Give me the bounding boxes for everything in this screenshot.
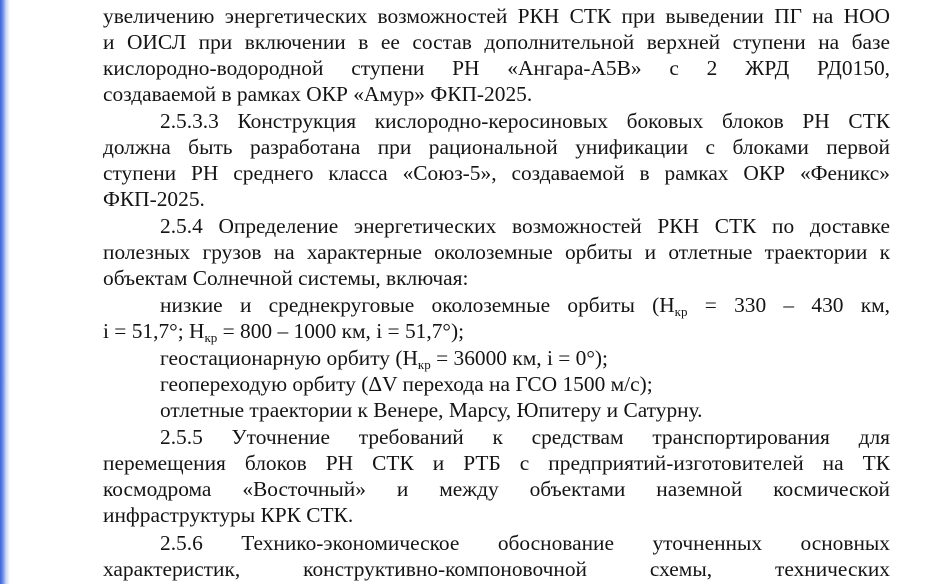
text-line: 2.5.6 Технико-экономическое обоснование уточненных основных <box>160 531 890 555</box>
text-line: полезных грузов на характерные околоземные орбиты и отлетные траектории к <box>103 240 890 264</box>
text-line: 2.5.3.3 Конструкция кислородно-керосиновых боковых блоков РН СТК <box>160 109 890 133</box>
text-line: должна быть разработана при рациональной унификации с блоками первой <box>103 135 890 159</box>
text-line: отлетные траектории к Венере, Марсу, Юпитеру и Сатурну. <box>160 398 703 422</box>
list-item-geo: геостационарную орбиту ($Н_{кр} = 36000$ км, i = 0°); <box>160 346 608 372</box>
text-line: и ОИСЛ при включении в ее состав дополнительной верхней ступени на базе <box>103 30 890 54</box>
text-line: увеличению энергетических возможностей РКН СТК при выведении ПГ на НОО <box>103 4 890 28</box>
text-line: 2.5.4 Определение энергетических возможностей РКН СТК по доставке <box>160 214 890 238</box>
text-line: инфраструктуры КРК СТК. <box>103 503 354 527</box>
list-item-orbit-low: низкие и среднекруговые околоземные орбиты ($Н_{кр} = 330 - 430$ км, <box>160 293 890 319</box>
text-line: кислородно-водородной ступени РН «Ангара-А5В» с 2 ЖРД РД0150, <box>103 56 890 80</box>
text-line: характеристик, конструктивно-компоновочной схемы, технических <box>103 557 890 581</box>
text-line: 2.5.5 Уточнение требований к средствам транспортирования для <box>160 425 890 449</box>
text-line: создаваемой в рамках ОКР «Амур» ФКП-2025. <box>103 82 533 106</box>
text-line: объектам Солнечной системы, включая: <box>103 266 469 290</box>
text-line: ступени РН среднего класса «Союз-5», создаваемой в рамках ОКР «Феникс» <box>103 161 890 185</box>
text-line: перемещения блоков РН СТК и РТБ с предприятий-изготовителей на ТК <box>103 451 890 475</box>
text-line: космодрома «Восточный» и между объектами наземной космической <box>103 477 890 501</box>
text-line: геопереходую орбиту (ΔV перехода на ГСО 1500 м/с); <box>160 372 653 396</box>
list-item-orbit-low-cont: i = 51,7°; $Н_{кр} = 800 - 1000$ км, i = 51,7°); <box>103 319 465 345</box>
text-line: ФКП-2025. <box>103 187 205 211</box>
